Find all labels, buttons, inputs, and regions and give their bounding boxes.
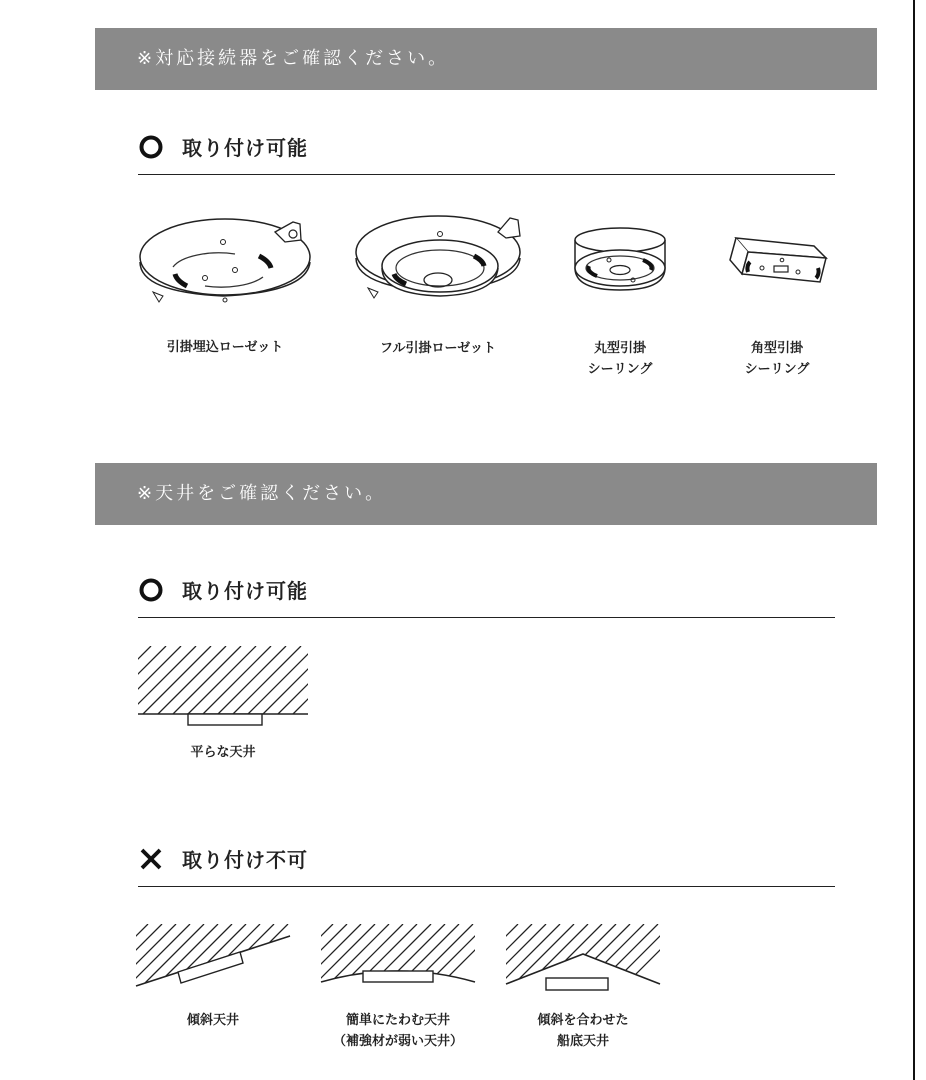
connector-item bbox=[565, 222, 675, 380]
embedded-rosette-illustration bbox=[135, 212, 315, 307]
ceiling-ng-item bbox=[500, 920, 666, 1052]
connector-label: 角型引掛 bbox=[750, 341, 803, 356]
boat-bottom-ceiling-illustration bbox=[500, 920, 666, 1000]
ceiling-label-2: （補強材が弱い天井） bbox=[332, 1034, 463, 1049]
ceiling-ng-header bbox=[138, 840, 835, 887]
ceiling-ok-header bbox=[138, 571, 835, 618]
sloped-ceiling-illustration bbox=[130, 920, 296, 1000]
ceiling-label: 簡単にたわむ天井 bbox=[345, 1013, 450, 1028]
connector-label-2: シーリング bbox=[744, 362, 810, 377]
circle-ok-icon bbox=[138, 134, 164, 160]
ceiling-label: 平らな天井 bbox=[190, 745, 256, 760]
connector-ok-header bbox=[138, 128, 835, 175]
ceiling-ok-item bbox=[130, 644, 316, 763]
connector-label: フル引掛ローゼット bbox=[380, 341, 496, 356]
connector-banner: ※対応接続器をご確認ください。 bbox=[95, 28, 877, 90]
round-ceiling-illustration bbox=[565, 222, 675, 294]
connector-item bbox=[348, 210, 528, 359]
ceiling-label-2: 船底天井 bbox=[556, 1034, 609, 1049]
ceiling-label: 傾斜を合わせた bbox=[537, 1013, 629, 1028]
sagging-ceiling-illustration bbox=[315, 920, 481, 1000]
section-title: 取り付け可能 bbox=[182, 136, 308, 160]
connector-item bbox=[722, 228, 832, 380]
cross-ng-icon bbox=[138, 846, 164, 872]
connector-label: 丸型引掛 bbox=[593, 341, 646, 356]
section-title: 取り付け不可 bbox=[182, 848, 308, 872]
full-rosette-illustration bbox=[348, 210, 528, 307]
ceiling-ng-item bbox=[315, 920, 481, 1052]
flat-ceiling-illustration bbox=[130, 644, 316, 728]
circle-ok-icon bbox=[138, 577, 164, 603]
connector-item bbox=[135, 212, 315, 358]
ceiling-label: 傾斜天井 bbox=[186, 1013, 239, 1028]
ceiling-banner: ※天井をご確認ください。 bbox=[95, 463, 877, 525]
section-title: 取り付け可能 bbox=[182, 579, 308, 603]
square-ceiling-illustration bbox=[722, 228, 832, 290]
page-border bbox=[913, 0, 915, 1080]
connector-label-2: シーリング bbox=[587, 362, 653, 377]
ceiling-ng-item bbox=[130, 920, 296, 1031]
connector-label: 引掛埋込ローゼット bbox=[166, 340, 284, 355]
